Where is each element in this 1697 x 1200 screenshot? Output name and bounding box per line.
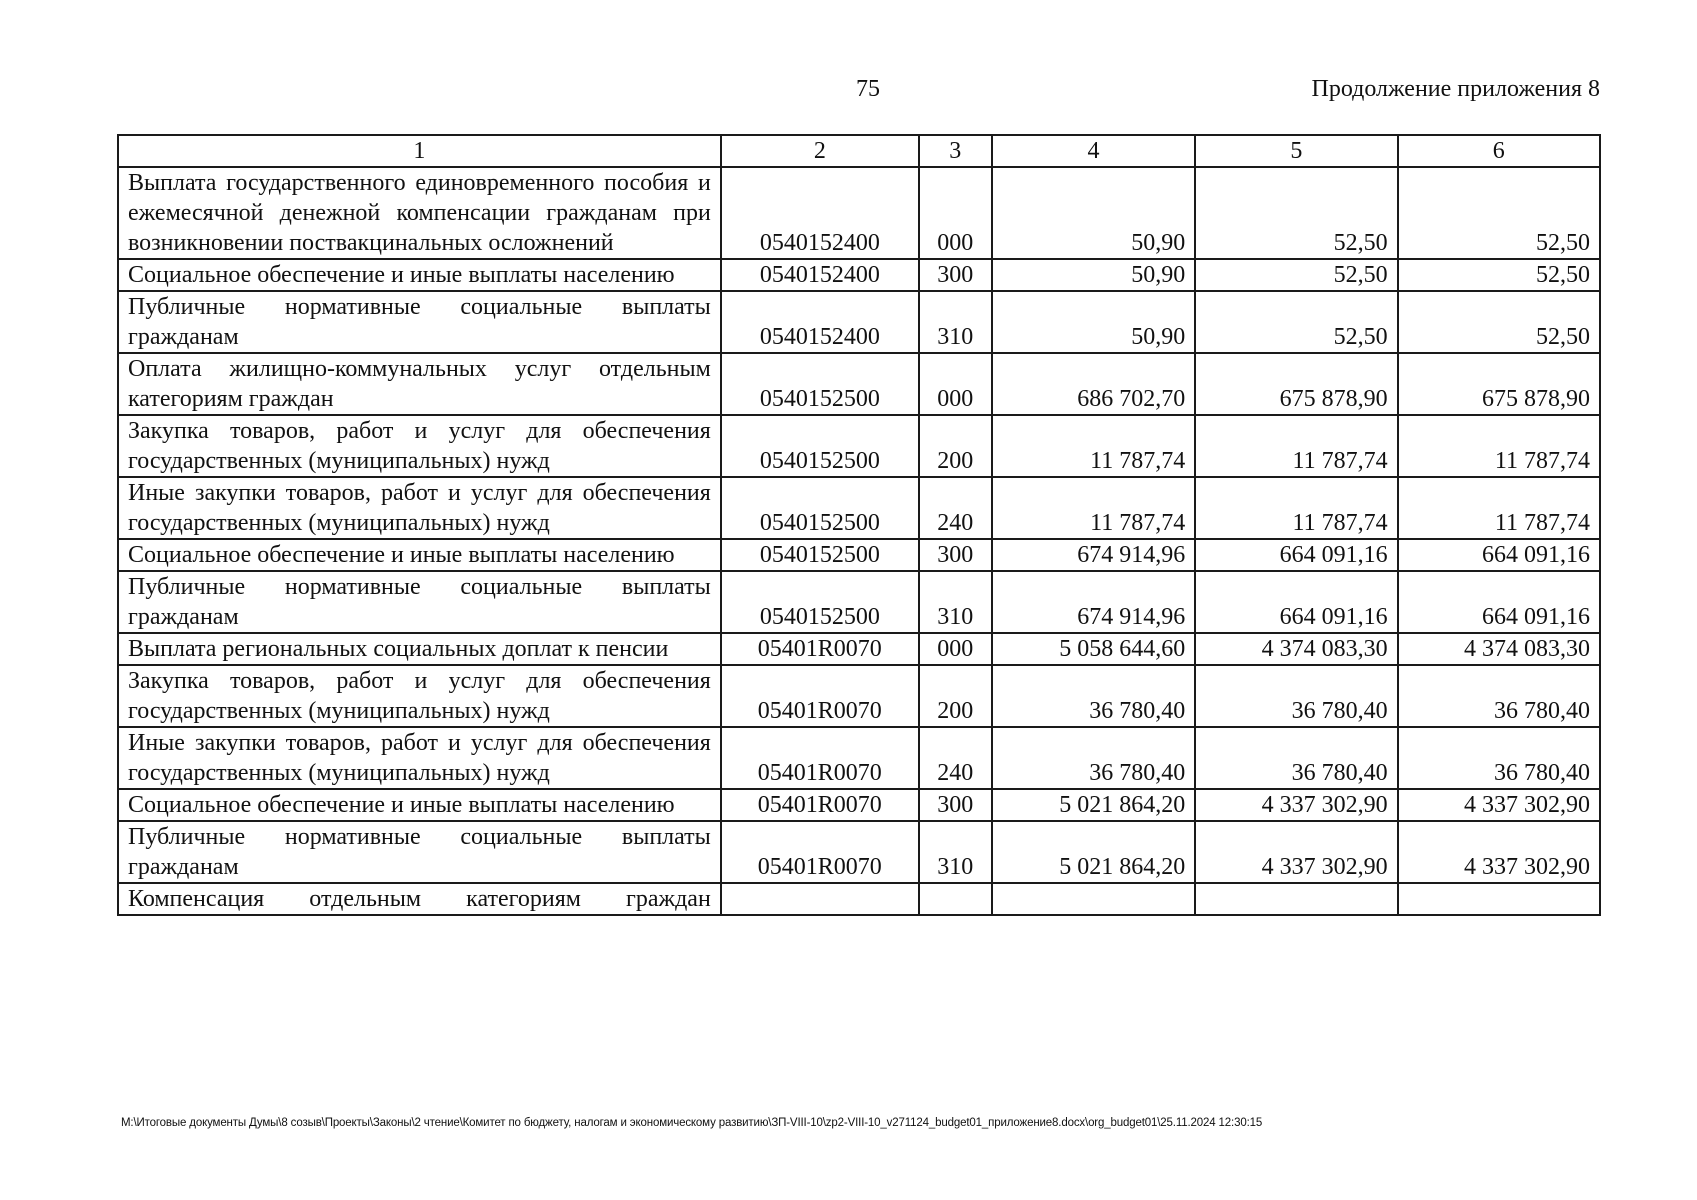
- target-article-cell: 0540152500: [721, 415, 919, 477]
- amount-col6-cell: 36 780,40: [1398, 665, 1600, 727]
- amount-col5-cell: 52,50: [1195, 167, 1397, 259]
- amount-col6-cell: 11 787,74: [1398, 415, 1600, 477]
- amount-col4-cell: 36 780,40: [992, 727, 1195, 789]
- row-name-cell: Социальное обеспечение и иные выплаты населению: [118, 539, 721, 571]
- amount-col6-cell: 11 787,74: [1398, 477, 1600, 539]
- row-name-cell: Выплата региональных социальных доплат к пенсии: [118, 633, 721, 665]
- amount-col4-cell: 11 787,74: [992, 477, 1195, 539]
- row-name-cell: Публичные нормативные социальные выплаты гражданам: [118, 821, 721, 883]
- column-number: 6: [1398, 135, 1600, 167]
- column-number: 5: [1195, 135, 1397, 167]
- table-row: [118, 259, 1600, 291]
- table-row: [118, 633, 1600, 665]
- expense-type-cell: 300: [919, 789, 992, 821]
- amount-col4-cell: 11 787,74: [992, 415, 1195, 477]
- table-row: [118, 571, 1600, 633]
- amount-col4-cell: 50,90: [992, 167, 1195, 259]
- expense-type-cell: 000: [919, 633, 992, 665]
- target-article-cell: 05401R0070: [721, 821, 919, 883]
- expense-type-cell: 310: [919, 571, 992, 633]
- table-row: [118, 883, 1600, 915]
- amount-col6-cell: 52,50: [1398, 167, 1600, 259]
- column-number: 4: [992, 135, 1195, 167]
- expense-type-cell: 200: [919, 415, 992, 477]
- table-row: [118, 789, 1600, 821]
- target-article-cell: 0540152500: [721, 477, 919, 539]
- amount-col6-cell: 4 337 302,90: [1398, 789, 1600, 821]
- amount-col6-cell: 664 091,16: [1398, 539, 1600, 571]
- expense-type-cell: 240: [919, 727, 992, 789]
- appendix-continuation-title: Продолжение приложения 8: [1311, 76, 1600, 102]
- amount-col5-cell: 36 780,40: [1195, 665, 1397, 727]
- amount-col4-cell: 674 914,96: [992, 539, 1195, 571]
- target-article-cell: 05401R0070: [721, 789, 919, 821]
- table-row: [118, 415, 1600, 477]
- target-article-cell: 05401R0070: [721, 633, 919, 665]
- target-article-cell: 05401R0070: [721, 665, 919, 727]
- amount-col5-cell: 4 337 302,90: [1195, 789, 1397, 821]
- amount-col5-cell: 4 337 302,90: [1195, 821, 1397, 883]
- column-number: 1: [118, 135, 721, 167]
- document-file-path: M:\Итоговые документы Думы\8 созыв\Проекты\Законы\2 чтение\Комитет по бюджету, налогам и экономическому развитию\ЗП-VIII-10\zp2-VIII-10_v271124_budget01_приложение8.docx\org_budget01\25.11.2024 12:30:15: [121, 1117, 1263, 1129]
- amount-col6-cell: 36 780,40: [1398, 727, 1600, 789]
- row-name-cell: Публичные нормативные социальные выплаты гражданам: [118, 291, 721, 353]
- row-name-cell: Оплата жилищно-коммунальных услуг отдельным категориям граждан: [118, 353, 721, 415]
- target-article-cell: 0540152400: [721, 259, 919, 291]
- table-row: [118, 477, 1600, 539]
- table-row: [118, 167, 1600, 259]
- amount-col5-cell: [1195, 883, 1397, 915]
- amount-col4-cell: 50,90: [992, 259, 1195, 291]
- amount-col6-cell: 52,50: [1398, 291, 1600, 353]
- amount-col6-cell: 52,50: [1398, 259, 1600, 291]
- amount-col5-cell: 4 374 083,30: [1195, 633, 1397, 665]
- amount-col5-cell: 52,50: [1195, 259, 1397, 291]
- amount-col5-cell: 675 878,90: [1195, 353, 1397, 415]
- amount-col5-cell: 11 787,74: [1195, 415, 1397, 477]
- row-name-cell: Компенсация отдельным категориям граждан: [118, 883, 721, 915]
- expense-type-cell: 000: [919, 353, 992, 415]
- expense-type-cell: 240: [919, 477, 992, 539]
- table-row: [118, 727, 1600, 789]
- row-name-cell: Социальное обеспечение и иные выплаты населению: [118, 259, 721, 291]
- amount-col5-cell: 664 091,16: [1195, 571, 1397, 633]
- amount-col6-cell: 675 878,90: [1398, 353, 1600, 415]
- amount-col4-cell: 50,90: [992, 291, 1195, 353]
- row-name-cell: Закупка товаров, работ и услуг для обеспечения государственных (муниципальных) нужд: [118, 415, 721, 477]
- amount-col5-cell: 36 780,40: [1195, 727, 1397, 789]
- amount-col5-cell: 664 091,16: [1195, 539, 1397, 571]
- expense-type-cell: 000: [919, 167, 992, 259]
- row-name-cell: Закупка товаров, работ и услуг для обеспечения государственных (муниципальных) нужд: [118, 665, 721, 727]
- amount-col5-cell: 52,50: [1195, 291, 1397, 353]
- target-article-cell: 0540152500: [721, 539, 919, 571]
- table-row: [118, 291, 1600, 353]
- page-number: 75: [856, 76, 880, 102]
- amount-col6-cell: [1398, 883, 1600, 915]
- row-name-cell: Иные закупки товаров, работ и услуг для обеспечения государственных (муниципальных) нужд: [118, 477, 721, 539]
- amount-col6-cell: 4 374 083,30: [1398, 633, 1600, 665]
- target-article-cell: [721, 883, 919, 915]
- amount-col4-cell: 674 914,96: [992, 571, 1195, 633]
- amount-col4-cell: 5 021 864,20: [992, 821, 1195, 883]
- row-name-cell: Иные закупки товаров, работ и услуг для обеспечения государственных (муниципальных) нужд: [118, 727, 721, 789]
- table-row: [118, 353, 1600, 415]
- expense-type-cell: 200: [919, 665, 992, 727]
- target-article-cell: 0540152400: [721, 167, 919, 259]
- target-article-cell: 0540152500: [721, 571, 919, 633]
- target-article-cell: 05401R0070: [721, 727, 919, 789]
- amount-col4-cell: [992, 883, 1195, 915]
- column-number: 3: [919, 135, 992, 167]
- row-name-cell: Социальное обеспечение и иные выплаты населению: [118, 789, 721, 821]
- table-row: [118, 821, 1600, 883]
- amount-col4-cell: 36 780,40: [992, 665, 1195, 727]
- table-row: [118, 539, 1600, 571]
- amount-col4-cell: 686 702,70: [992, 353, 1195, 415]
- column-number: 2: [721, 135, 919, 167]
- expense-type-cell: 310: [919, 291, 992, 353]
- row-name-cell: Выплата государственного единовременного пособия и ежемесячной денежной компенсации гражданам при возникновении поствакцинальных осложнений: [118, 167, 721, 259]
- row-name-cell: Публичные нормативные социальные выплаты гражданам: [118, 571, 721, 633]
- amount-col6-cell: 664 091,16: [1398, 571, 1600, 633]
- expense-type-cell: 300: [919, 259, 992, 291]
- target-article-cell: 0540152400: [721, 291, 919, 353]
- amount-col4-cell: 5 021 864,20: [992, 789, 1195, 821]
- table-row: [118, 665, 1600, 727]
- expense-type-cell: 310: [919, 821, 992, 883]
- budget-table: [117, 134, 1601, 916]
- amount-col5-cell: 11 787,74: [1195, 477, 1397, 539]
- expense-type-cell: [919, 883, 992, 915]
- amount-col4-cell: 5 058 644,60: [992, 633, 1195, 665]
- expense-type-cell: 300: [919, 539, 992, 571]
- column-number-row: [118, 135, 1600, 167]
- target-article-cell: 0540152500: [721, 353, 919, 415]
- amount-col6-cell: 4 337 302,90: [1398, 821, 1600, 883]
